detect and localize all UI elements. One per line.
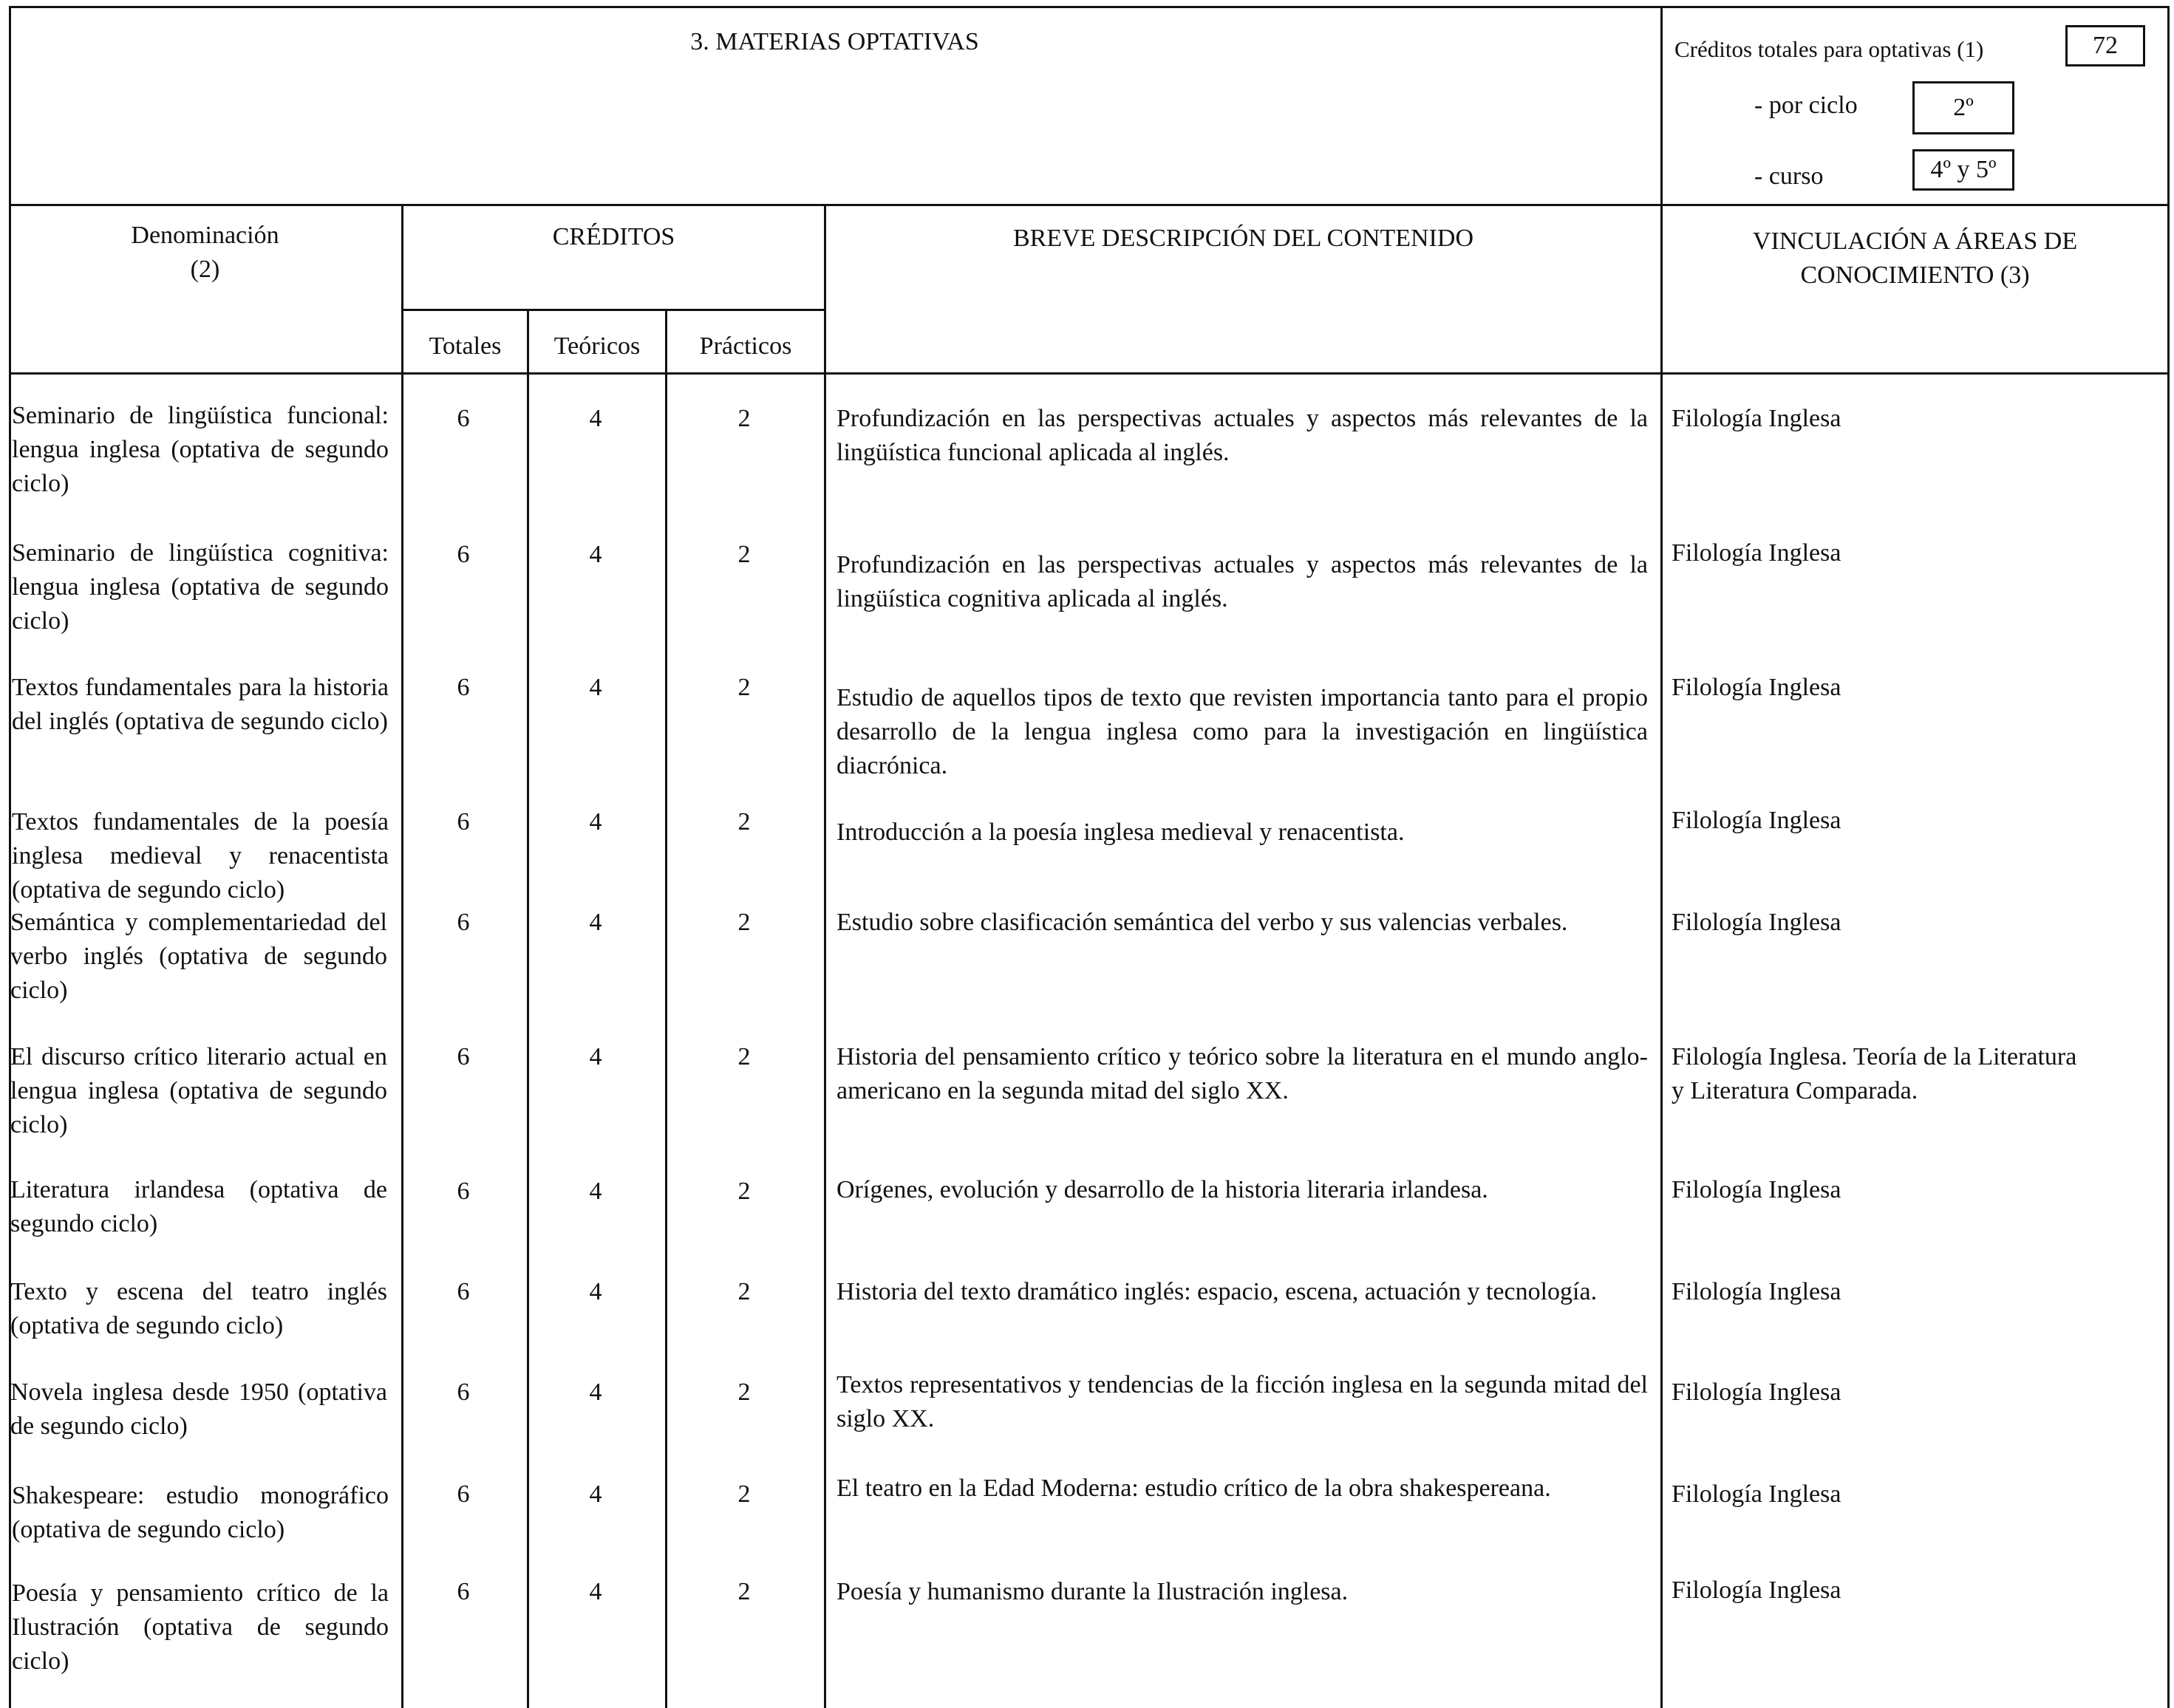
row-3-teoricos: 4: [589, 674, 602, 701]
row-5-area: Filología Inglesa: [1672, 909, 1841, 936]
row-8-area: Filología Inglesa: [1672, 1278, 1841, 1305]
row-9-description: Textos representativos y tendencias de la ficción inglesa en la segunda mitad del siglo XX.: [836, 1371, 1648, 1432]
row-3-area: Filología Inglesa: [1672, 674, 1841, 701]
row-6-teoricos: 4: [589, 1043, 602, 1070]
row-1-teoricos: 4: [589, 405, 602, 432]
row-4-name: Textos fundamentales de la poesía inglesa medieval y renacentista (optativa de segundo ciclo): [12, 808, 389, 903]
por-ciclo-label: - por ciclo: [1754, 92, 1858, 119]
row-7-totales: 6: [457, 1178, 470, 1205]
row-1-description: Profundización en las perspectivas actuales y aspectos más relevantes de la lingüística funcional aplicada al inglés.: [836, 405, 1648, 466]
credits-subheader-line: [401, 309, 826, 311]
row-8-totales: 6: [457, 1278, 470, 1305]
row-10-teoricos: 4: [589, 1480, 602, 1508]
creditos-totales-label: Créditos totales para optativas (1): [1674, 36, 1984, 62]
row-6-description: Historia del pensamiento crítico y teórico sobre la literatura en el mundo anglo-americano en la segunda mitad del siglo XX.: [836, 1043, 1648, 1104]
row-3-totales: 6: [457, 674, 470, 701]
row-7-name: Literatura irlandesa (optativa de segundo ciclo): [10, 1176, 387, 1237]
row-6-practicos: 2: [737, 1043, 751, 1070]
row-2-practicos: 2: [737, 541, 751, 568]
row-9-area: Filología Inglesa: [1672, 1379, 1841, 1406]
row-2-totales: 6: [457, 541, 470, 568]
row-9-practicos: 2: [737, 1379, 751, 1406]
col-totales: Totales: [429, 332, 502, 360]
row-11-name: Poesía y pensamiento crítico de la Ilustración (optativa de segundo ciclo): [12, 1579, 389, 1675]
row-5-name: Semántica y complementariedad del verbo inglés (optativa de segundo ciclo): [10, 909, 387, 1004]
col-creditos: CRÉDITOS: [552, 223, 675, 250]
row-4-area: Filología Inglesa: [1672, 807, 1841, 834]
row-4-teoricos: 4: [589, 808, 602, 836]
row-10-totales: 6: [457, 1480, 470, 1508]
row-8-name: Texto y escena del teatro inglés (optativa de segundo ciclo): [10, 1278, 387, 1339]
row-6-name: El discurso crítico literario actual en lengua inglesa (optativa de segundo ciclo): [10, 1043, 387, 1138]
totales-column-line: [527, 309, 529, 1708]
row-8-description: Historia del texto dramático inglés: espacio, escena, actuación y tecnología.: [836, 1278, 1598, 1305]
col-denominacion-note: (2): [190, 256, 220, 283]
name-column-line: [401, 204, 403, 1708]
row-3-description: Estudio de aquellos tipos de texto que revisten importancia tanto para el propio desarrollo de la lengua inglesa como para la investigación en lingüística diacrónica.: [836, 684, 1648, 779]
row-5-teoricos: 4: [589, 909, 602, 936]
col-denominacion: Denominación: [131, 222, 279, 249]
row-2-description: Profundización en las perspectivas actuales y aspectos más relevantes de la lingüística cognitiva aplicada al inglés.: [836, 551, 1648, 612]
row-6-area: Filología Inglesa. Teoría de la Literatura y Literatura Comparada.: [1672, 1043, 2077, 1104]
row-9-totales: 6: [457, 1379, 470, 1406]
row-2-name: Seminario de lingüística cognitiva: lengua inglesa (optativa de segundo ciclo): [12, 539, 389, 635]
row-8-practicos: 2: [737, 1278, 751, 1305]
col-vinculacion-line2: CONOCIMIENTO (3): [1800, 262, 2030, 289]
row-3-practicos: 2: [737, 674, 751, 701]
credits-column-line: [824, 204, 826, 1708]
col-descripcion: BREVE DESCRIPCIÓN DEL CONTENIDO: [1012, 225, 1473, 252]
header-divider: [9, 204, 2170, 206]
row-2-area: Filología Inglesa: [1672, 539, 1841, 567]
row-10-description: El teatro en la Edad Moderna: estudio crítico de la obra shakespereana.: [836, 1475, 1551, 1502]
row-3-name: Textos fundamentales para la historia del inglés (optativa de segundo ciclo): [12, 674, 389, 735]
row-11-area: Filología Inglesa: [1672, 1577, 1841, 1604]
row-7-area: Filología Inglesa: [1672, 1176, 1841, 1203]
teoricos-column-line: [665, 309, 667, 1708]
curso-label: - curso: [1754, 163, 1824, 190]
section-title: 3. MATERIAS OPTATIVAS: [690, 28, 979, 55]
row-5-totales: 6: [457, 909, 470, 936]
col-practicos: Prácticos: [699, 332, 792, 360]
row-1-practicos: 2: [737, 405, 751, 432]
row-11-totales: 6: [457, 1578, 470, 1605]
row-1-name: Seminario de lingüística funcional: lengua inglesa (optativa de segundo ciclo): [12, 402, 389, 497]
row-1-area: Filología Inglesa: [1672, 405, 1841, 432]
right-border: [2167, 6, 2170, 1708]
creditos-totales-box: 72: [2065, 25, 2145, 66]
row-7-teoricos: 4: [589, 1178, 602, 1205]
row-4-totales: 6: [457, 808, 470, 836]
row-2-teoricos: 4: [589, 541, 602, 568]
col-teoricos: Teóricos: [553, 332, 641, 360]
row-4-practicos: 2: [737, 808, 751, 836]
row-5-description: Estudio sobre clasificación semántica del verbo y sus valencias verbales.: [836, 909, 1568, 936]
row-6-totales: 6: [457, 1043, 470, 1070]
row-4-description: Introducción a la poesía inglesa medieval y renacentista.: [836, 819, 1405, 846]
curso-box: 4º y 5º: [1912, 149, 2014, 191]
row-1-totales: 6: [457, 405, 470, 432]
row-9-teoricos: 4: [589, 1379, 602, 1406]
row-10-name: Shakespeare: estudio monográfico (optativa de segundo ciclo): [12, 1482, 389, 1543]
row-9-name: Novela inglesa desde 1950 (optativa de segundo ciclo): [10, 1379, 387, 1440]
column-header-divider: [9, 372, 2170, 375]
row-11-practicos: 2: [737, 1578, 751, 1605]
row-11-teoricos: 4: [589, 1578, 602, 1605]
row-10-practicos: 2: [737, 1480, 751, 1508]
row-5-practicos: 2: [737, 909, 751, 936]
top-border: [9, 6, 2170, 8]
por-ciclo-box: 2º: [1912, 81, 2014, 134]
row-8-teoricos: 4: [589, 1278, 602, 1305]
row-7-description: Orígenes, evolución y desarrollo de la historia literaria irlandesa.: [836, 1176, 1488, 1203]
row-11-description: Poesía y humanismo durante la Ilustración inglesa.: [836, 1578, 1349, 1605]
row-7-practicos: 2: [737, 1178, 751, 1205]
col-vinculacion-line1: VINCULACIÓN A ÁREAS DE: [1752, 228, 2078, 255]
row-10-area: Filología Inglesa: [1672, 1480, 1841, 1508]
